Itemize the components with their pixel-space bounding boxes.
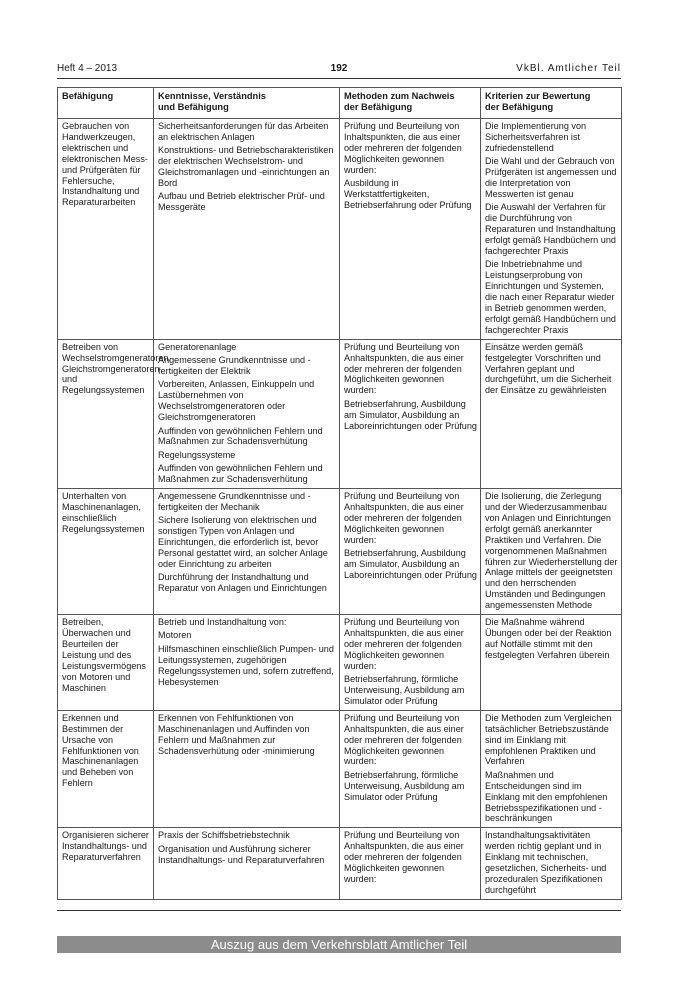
table-cell-methoden	[340, 489, 481, 615]
cell-paragraph: Organisieren sicherer Instandhaltungs- und Reparaturverfahren	[62, 830, 149, 863]
table-cell-kriterien	[481, 339, 622, 488]
cell-paragraph: Organisation und Ausführung sicherer Instandhaltungs- und Reparaturverfahren	[158, 843, 325, 865]
cell-paragraph: Die Isolierung, die Zerlegung und der Wiederzusammenbau von Anlagen und Einrichtungen erfolgt gemäß anerkannter Praktiken und Verfahren. Die vorgenommenen Maßnahmen führen zur Wiederherstellung der Anlage mittels der geeignetsten und den herrschenden Umständen und Bedingungen angemessensten Methode	[485, 491, 618, 611]
cell-paragraph: Die Auswahl der Verfahren für die Durchführung von Reparaturen und Instandhaltung erfolgt gemäß Handbüchern und fachgerechter Praxis	[485, 202, 616, 256]
issue-label: Heft 4 – 2013	[57, 63, 118, 74]
cell-paragraph: Einsätze werden gemäß festgelegter Vorschriften und Verfahren geplant und durchgeführt, um die Sicherheit der Einsätze zu gewährleisten	[485, 341, 612, 396]
table-cell-kriterien	[481, 489, 622, 615]
table-cell-kenntnisse	[154, 339, 340, 488]
column-header-line: der Befähigung	[344, 102, 413, 112]
cell-paragraph: Erkennen von Fehlfunktionen von Maschinenanlagen und Auffinden von Fehlern und Maßnahmen zur Schadensverhütung oder -minimierung	[158, 712, 315, 756]
column-header-line: Kriterien zur Bewertung	[485, 91, 591, 101]
column-header-kriterien	[481, 88, 622, 119]
cell-paragraph: Auffinden von gewöhnlichen Fehlern und Maßnahmen zur Schadensverhütung	[158, 463, 323, 485]
table-cell-kenntnisse	[154, 119, 340, 340]
table-cell-kriterien	[481, 615, 622, 711]
cell-paragraph: Instandhaltungsaktivitäten werden richtig geplant und in Einklang mit technischen, gesetzlichen, Sicherheits- und prozeduralen Spezifikationen durchgeführt	[485, 830, 607, 895]
table-cell-befaehigung	[58, 828, 154, 899]
cell-paragraph: Prüfung und Beurteilung von Anhaltspunkten, die aus einer oder mehreren der folgenden Möglichkeiten gewonnen wurden:	[344, 830, 464, 884]
table-cell-befaehigung	[58, 489, 154, 615]
cell-paragraph: Durchführung der Instandhaltung und Reparatur von Anlagen und Einrichtungen	[158, 572, 327, 594]
cell-paragraph: Die Methoden zum Vergleichen tatsächlicher Betriebszustände sind im Einklang mit empfohlenen Praktiken und Verfahren	[485, 712, 612, 767]
table-cell-methoden	[340, 615, 481, 711]
cell-paragraph: Prüfung und Beurteilung von Anhaltspunkten, die aus einer oder mehreren der folgenden Möglichkeiten gewonnen wurden:	[344, 617, 464, 671]
cell-paragraph: Betriebserfahrung, Ausbildung am Simulator, Ausbildung an Laboreinrichtungen oder Prüfung	[344, 398, 477, 431]
column-header-befaehigung	[58, 88, 154, 119]
table-cell-kriterien	[481, 828, 622, 899]
cell-paragraph: Prüfung und Beurteilung von Inhaltspunkten, die aus einer oder mehreren der folgenden Möglichkeiten gewonnen wurden:	[344, 121, 462, 175]
cell-paragraph: Erkennen und Bestimmen der Ursache von Fehlfunktionen von Maschinenanlagen und Beheben von Fehlern	[62, 712, 139, 789]
cell-paragraph: Prüfung und Beurteilung von Anhaltspunkten, die aus einer oder mehreren der folgenden Möglichkeiten gewonnen wurden:	[344, 341, 464, 396]
table-cell-kenntnisse	[154, 828, 340, 899]
column-header-line: der Befähigung	[485, 102, 554, 112]
cell-paragraph: Praxis der Schiffsbetriebstechnik	[158, 830, 290, 841]
cell-paragraph: Betriebserfahrung, förmliche Unterweisung, Ausbildung am Simulator oder Prüfung	[344, 769, 465, 802]
cell-paragraph: Gebrauchen von Handwerkzeugen, elektrischen und elektronischen Mess- und Prüfgeräten für Fehlersuche, Instandhaltung und Reparaturarbeiten	[62, 121, 148, 208]
cell-paragraph: Maßnahmen und Entscheidungen sind im Einklang mit den empfohlenen Betriebsspezifikationen und -beschränkungen	[485, 769, 608, 824]
table-cell-methoden	[340, 339, 481, 488]
column-header-methoden	[340, 88, 481, 119]
table-row	[58, 119, 622, 340]
table-row	[58, 489, 622, 615]
competence-table	[57, 87, 622, 900]
column-header-kenntnisse	[154, 88, 340, 119]
table-cell-befaehigung	[58, 615, 154, 711]
cell-paragraph: Generatorenanlage	[158, 341, 237, 352]
table-cell-kenntnisse	[154, 489, 340, 615]
table-row	[58, 339, 622, 488]
cell-paragraph: Regelungssysteme	[158, 449, 236, 460]
table-cell-methoden	[340, 828, 481, 899]
cell-paragraph: Prüfung und Beurteilung von Anhaltspunkten, die aus einer oder mehreren der folgenden Möglichkeiten gewonnen wurden:	[344, 712, 464, 767]
table-cell-befaehigung	[58, 119, 154, 340]
cell-paragraph: Betrieb und Instandhaltung von:	[158, 617, 287, 628]
cell-paragraph: Sichere Isolierung von elektrischen und sonstigen Typen von Anlagen und Einrichtungen, die erforderlich ist, bevor Personal gestattet wird, an solcher Anlage oder Einrichtung zu arbeiten	[158, 515, 328, 570]
column-header-line: Befähigung	[62, 91, 114, 101]
cell-paragraph: Betriebserfahrung, förmliche Unterweisung, Ausbildung am Simulator oder Prüfung	[344, 674, 465, 706]
table-cell-kenntnisse	[154, 710, 340, 828]
cell-paragraph: Konstruktions- und Betriebscharakteristiken der elektrischen Wechselstrom- und Gleichstromanlagen und -einrichtungen an Bord	[158, 145, 334, 189]
cell-paragraph: Die Wahl und der Gebrauch von Prüfgeräten ist angemessen und die Interpretation von Messwerten ist genau	[485, 156, 617, 199]
cell-paragraph: Auffinden von gewöhnlichen Fehlern und Maßnahmen zur Schadensverhütung	[158, 425, 323, 447]
table-body	[58, 119, 622, 900]
table-header-row	[58, 88, 622, 119]
cell-paragraph: Die Maßnahme während Übungen oder bei der Reaktion auf Notfälle stimmt mit den festgelegten Verfahren überein	[485, 617, 612, 660]
cell-paragraph: Betriebserfahrung, Ausbildung am Simulator, Ausbildung an Laboreinrichtungen oder Prüfung	[344, 548, 477, 580]
publication-label: VkBl. Amtlicher Teil	[516, 63, 621, 74]
cell-paragraph: Angemessene Grundkenntnisse und -fertigkeiten der Mechanik	[158, 491, 311, 512]
table-cell-methoden	[340, 710, 481, 828]
cell-paragraph: Sicherheitsanforderungen für das Arbeiten an elektrischen Anlagen	[158, 121, 329, 142]
cell-paragraph: Aufbau und Betrieb elektrischer Prüf- und Messgeräte	[158, 191, 325, 213]
cell-paragraph: Prüfung und Beurteilung von Anhaltspunkten, die aus einer oder mehreren der folgenden Möglichkeiten gewonnen wurden:	[344, 491, 464, 545]
cell-paragraph: Die Implementierung von Sicherheitsverfahren ist zufriedenstellend	[485, 121, 587, 153]
table-row	[58, 710, 622, 828]
cell-paragraph: Motoren	[158, 630, 192, 641]
table-cell-kriterien	[481, 119, 622, 340]
cell-paragraph: Vorbereiten, Anlassen, Einkuppeln und Lastübernehmen von Wechselstromgeneratoren oder Gleichstromgeneratoren	[158, 379, 315, 423]
cell-paragraph: Betreiben von Wechselstromgeneratoren, Gleichstromgeneratoren und Regelungssystemen	[62, 341, 172, 396]
table-row	[58, 828, 622, 899]
table-cell-kriterien	[481, 710, 622, 828]
table-row	[58, 615, 622, 711]
header-rule	[57, 78, 621, 79]
page-header	[57, 62, 621, 76]
footer-band: Auszug aus dem Verkehrsblatt Amtlicher Teil	[57, 936, 621, 953]
footer-rule	[57, 910, 621, 911]
column-header-line: Kenntnisse, Verständnis	[158, 91, 266, 101]
page-number: 192	[330, 63, 348, 74]
table-cell-kenntnisse	[154, 615, 340, 711]
cell-paragraph: Betreiben, Überwachen und Beurteilen der Leistung und des Leistungsvermögens von Motoren und Maschinen	[62, 617, 146, 693]
table-cell-befaehigung	[58, 339, 172, 488]
column-header-line: Methoden zum Nachweis	[344, 91, 455, 101]
table-cell-befaehigung	[58, 710, 154, 828]
cell-paragraph: Hilfsmaschinen einschließlich Pumpen- und Leitungssystemen, zugehörigen Regelungssystemen und, sofern zutreffend, Hebesystemen	[158, 643, 334, 687]
cell-paragraph: Ausbildung in Werkstattfertigkeiten, Betriebserfahrung oder Prüfung	[344, 178, 472, 210]
table-cell-methoden	[340, 119, 481, 340]
cell-paragraph: Angemessene Grundkenntnisse und -fertigkeiten der Elektrik	[158, 355, 311, 377]
cell-paragraph: Unterhalten von Maschinenanlagen, einschließlich Regelungssystemen	[62, 491, 145, 534]
column-header-line: und Befähigung	[158, 102, 229, 112]
cell-paragraph: Die Inbetriebnahme und Leistungserprobung von Einrichtungen und Systemen, die nach einer Reparatur wieder in Betrieb genommen werden, erfolgt gemäß Handbüchern und fachgerechter Praxis	[485, 259, 616, 335]
